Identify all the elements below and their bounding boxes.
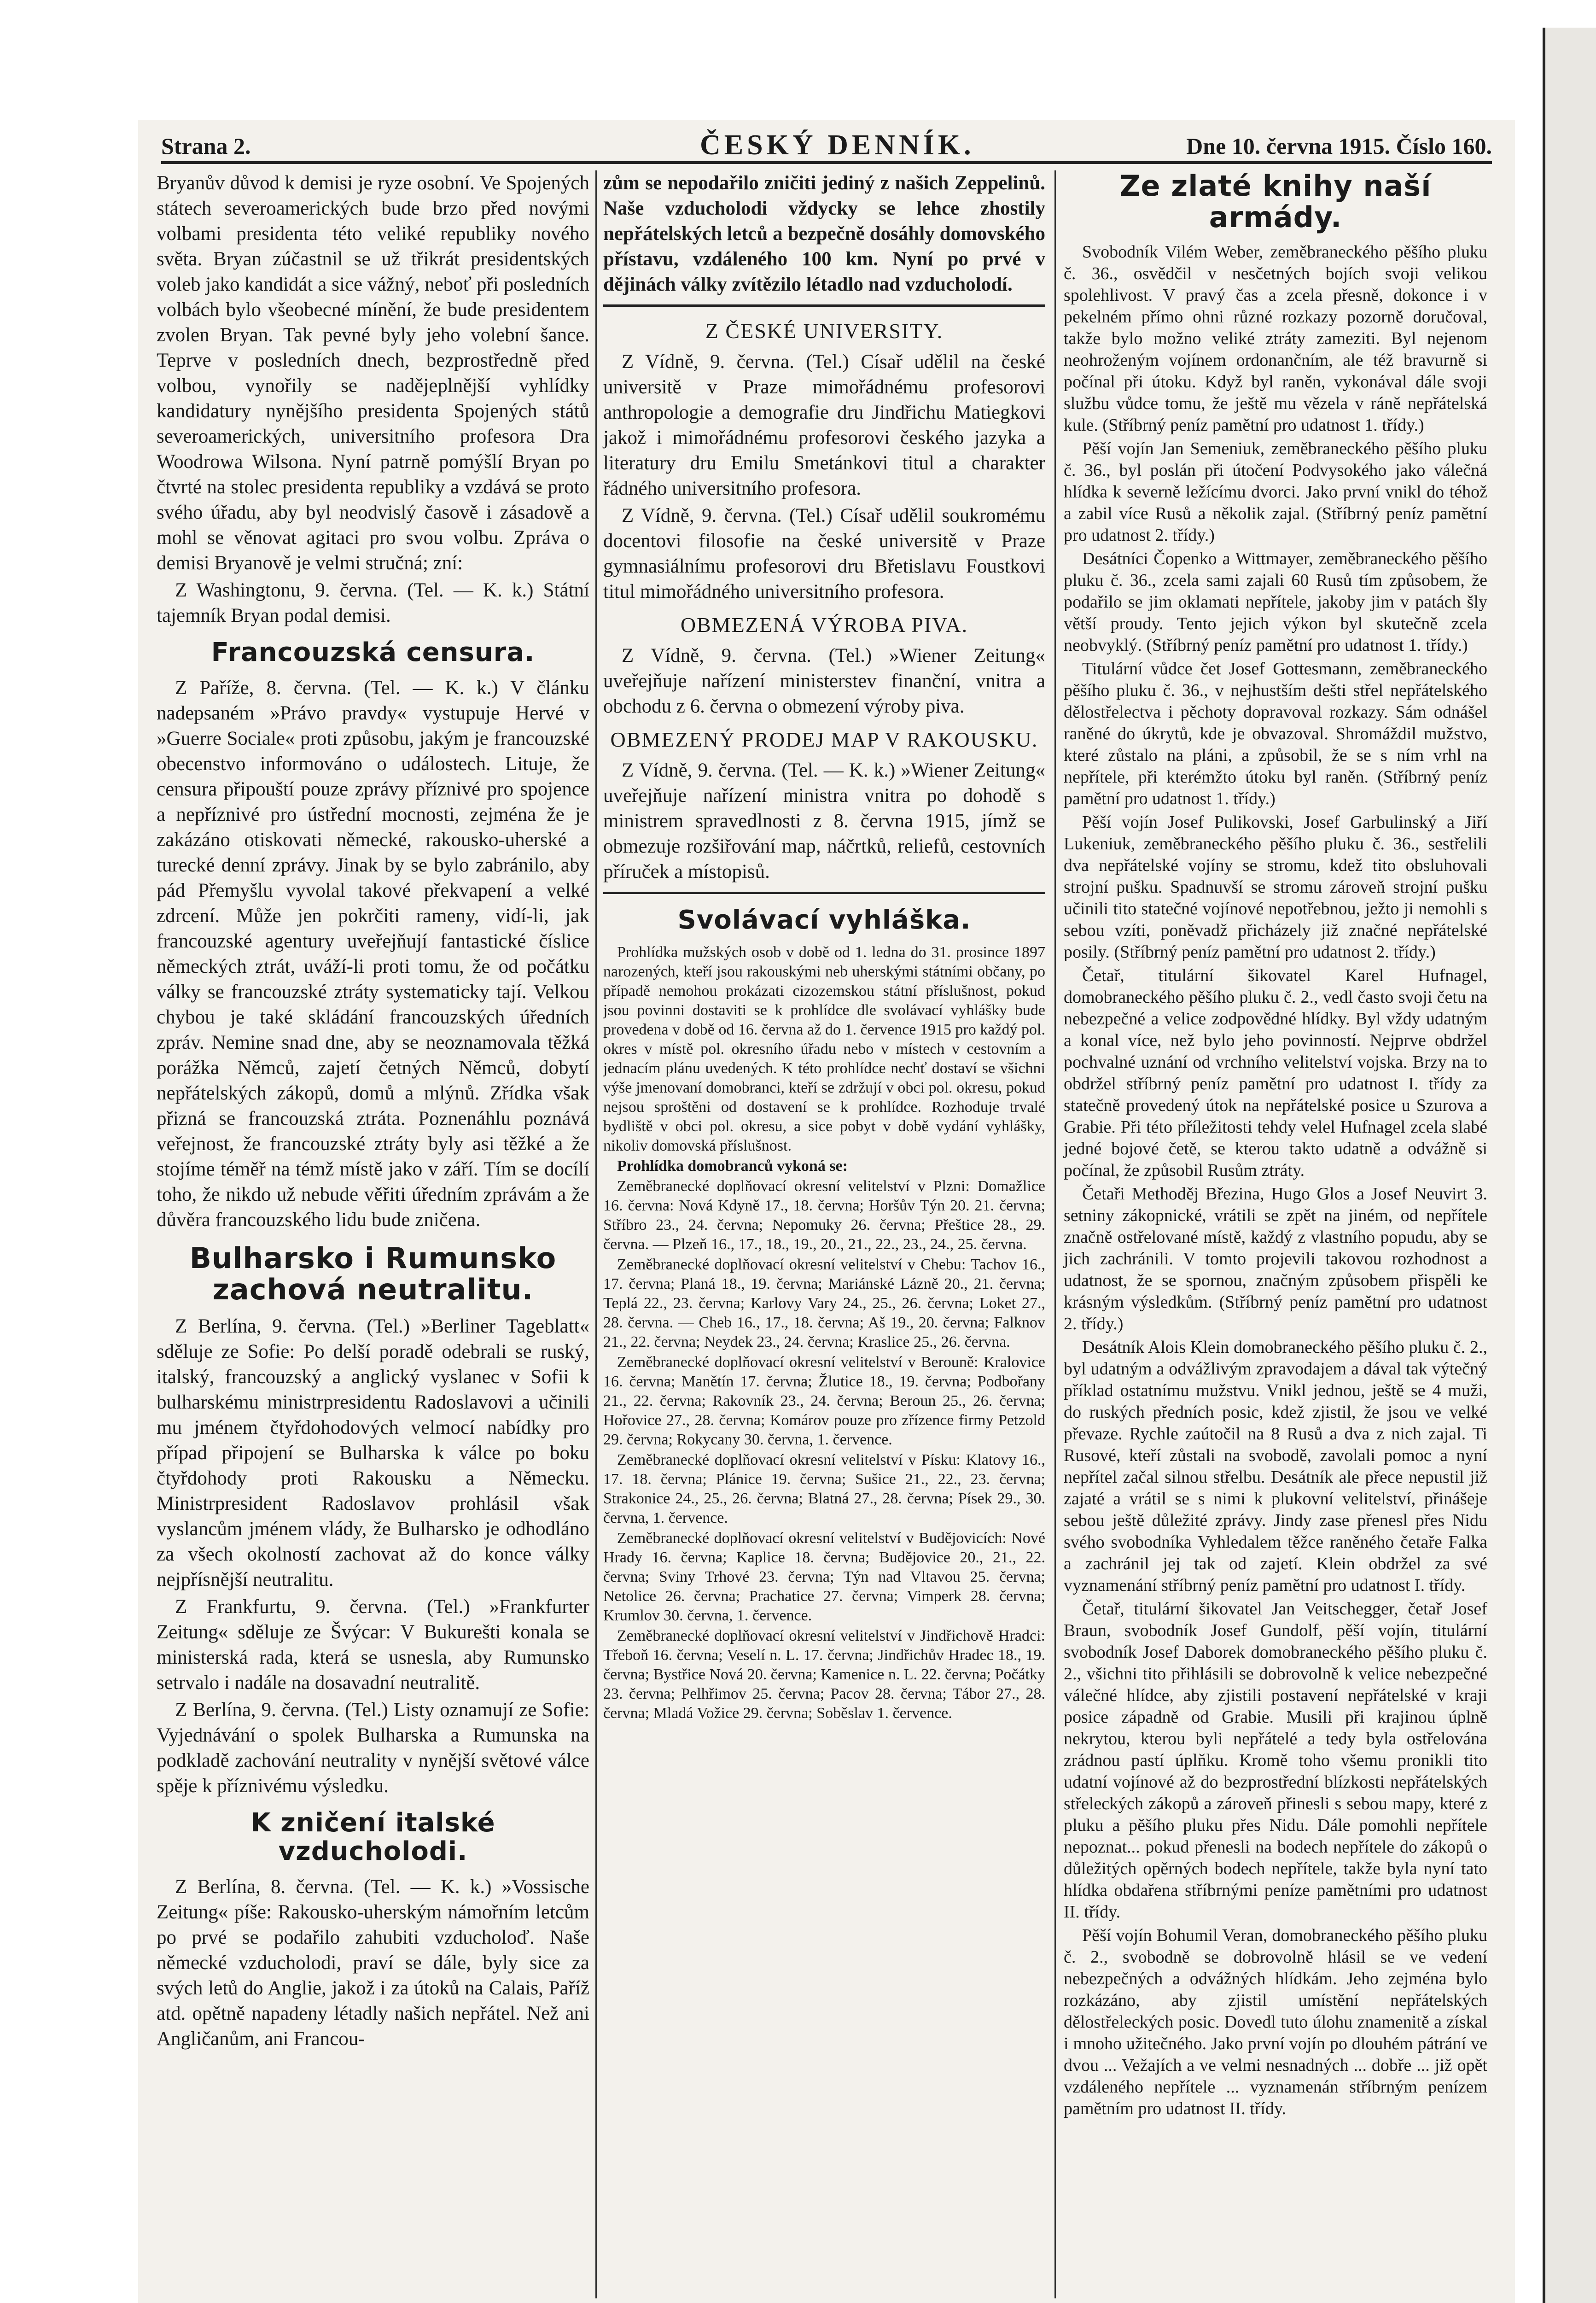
notice-paragraph: Zeměbranecké doplňovací okresní velitelství v Plzni: Domažlice 16. června: Nová Kdyně 17., 18. června; Horšův Týn 20. 21. června; Stříbro 23., 24. června; Nepomuky 26. června; Přeštice 28., 29. června. — Plzeň 16., 17., 18., 19., 20., 21., 22., 23., 24., 25. června. — [603, 1178, 1045, 1253]
article-paragraph: Titulární vůdce čet Josef Gottesmann, zeměbraneckého pěšího pluku č. 36., v nejhustším dešti střel nepřátelského dělostřelectva i pěchoty dopravoval rozkazy. Sám odnášel raněné do úkrytů, kde je obvazoval. Shromáždil mužstvo, které zůstalo na pláni, a způsobil, že se s ním vrhl na nepřítele, při kterémžto útoku byl raněn. (Stříbrný peníz pamětní pro udatnost 1. třídy.) — [1064, 659, 1487, 808]
article-paragraph: Pěší vojín Bohumil Veran, domobraneckého pěšího pluku č. 2., svobodně se dobrovolně hlásil se ve vedení nebezpečných a odvážných hlídkám. Jeho zejména bylo rozkázáno, aby zjistil umístění nepřátelských dělostřeleckých posic. Dovedl tuto úlohu znamenitě a získal i mnoho užitečného. Jako první vojín po dlouhém pátrání ve dvou ... Vežajích a ve velmi nesnadných ... dobře ... již opět vzdáleného nepřítele ... vyznamenán stříbrným penízem pamětním pro udatnost II. třídy. — [1064, 1926, 1487, 2118]
article-paragraph: Z Berlína, 8. června. (Tel. — K. k.) »Vossische Zeitung« píše: Rakousko-uherským námořním letcům po prvé se podařilo zahubiti vzducholoď. Naše německé vzducholodi, praví se dále, byly sice za svých letů do Anglie, jakož i za útoků na Calais, Paříž atd. opětně napadeny létadly našich nepřátel. Než ani Angličanům, ani Francou- — [157, 1876, 589, 2050]
column-rule-1 — [595, 170, 597, 2298]
masthead — [161, 129, 1492, 164]
notice-paragraph: Zeměbranecké doplňovací okresní velitelství v Budějovicích: Nové Hrady 16. června; Kaplice 18. června; Budějovice 20., 21., 22. června; Sviny Trhové 23. června; Týn nad Vltavou 25. června; Netolice 26. června; Prachatice 27. června; Vimperk 28. června; Krumlov 30. června, 1. července. — [603, 1530, 1045, 1624]
article-paragraph: Desátník Alois Klein domobraneckého pěšího pluku č. 2., byl udatným a odvážlivým zpravodajem a dával tak výtečný příklad ostatnímu mužstvu. Vnikl jednou, ještě se 4 muži, do ruských předních posic, kdež zjistil, že jsou ve velké převaze. Rychle zaútočil na 8 Rusů a dva z nich zajal. Ti Rusové, kteří zůstali na svobodě, zavolali pomoc a nyní nepřítel začal silnou střelbu. Desátník ale přece nepustil již zajaté a vrátil se s nimi k plukovní velitelství, přinášeje sebou ještě důležité zprávy. Jindy zase přenesl přes Nidu svého svobodníka Vyhledalem těžce raněného četaře Falka a zachránil jej tak od zajetí. Klein obdržel za své vyznamenání stříbrný peníz pamětní pro udatnost I. třídy. — [1064, 1338, 1487, 1595]
issue-date: Dne 10. června 1915. Číslo 160. — [1186, 133, 1492, 159]
section-divider — [603, 304, 1045, 307]
article-paragraph: Z Paříže, 8. června. (Tel. — K. k.) V článku nadepsaném »Právo pravdy« vystupuje Hervé v »Guerre Sociale« proti způsobu, jakým je francouzské obecenstvo informováno o událostech. Lituje, že censura připouští pouze zprávy příznivé pro spojence a nepříznivé pro ústřední mocnosti, zejména že je zakázáno otiskovati německé, rakousko-uherské a turecké denní zprávy. Jinak by se bylo zabránilo, aby pád Přemyšlu vyvolal takové překvapení a velké zdrcení. Může jen pokrčiti rameny, vidí-li, jak francouzské agentury uveřejňují fantastické číslice německých ztrát, uváží-li proti tomu, že od počátku války se francouzské ztráty systematicky tají. Velkou chybou je také skládání francouzských úředních zpráv. Nemine snad dne, aby se neoznamovala těžká porážka Němců, zajetí četných Němců, dobytí nepřátelských zákopů, domů a mlýnů. Zřídka však přizná se francouzská ztráta. Poznenáhlu poznává veřejnost, že francouzské ztráty byly asi těžké a že stojíme téměř na témž místě jako v září. Tím se docílí toho, že nikdo už nebude věřiti úředním zprávám a že důvěra francouzského lidu bude zničena. — [157, 677, 589, 1231]
article-paragraph: Pěší vojín Josef Pulikovski, Josef Garbulinský a Jiří Lukeniuk, zeměbraneckého pěšího pluku č. 36., sestřelili dva nepřátelské vojíny se stromu, kdež tito obsluhovali strojní pušku. Spadnuvší se stromu zároveň strojní pušku učinili tito statečné vojínové nepotřebnou, ježto ji nemohli s sebou vzíti, poněvadž přicházely již značné nepřátelské posily. (Stříbrný peníz pamětní pro udatnost 2. třídy.) — [1064, 812, 1487, 962]
article-paragraph: Z Frankfurtu, 9. června. (Tel.) »Frankfurter Zeitung« sděluje ze Švýcar: V Bukurešti konala se ministerská rada, která se usnesla, aby Rumunsko setrvalo i nadále na dosavadní neutralitě. — [157, 1596, 589, 1694]
notice-subheading: Prohlídka domobranců vykoná se: — [617, 1157, 848, 1175]
article-paragraph: Četař, titulární šikovatel Karel Hufnagel, domobraneckého pěšího pluku č. 2., vedl často svoji četu na nebezpečné a velice zodpovědné hlídky. Byl vždy udatným a konal více, než bylo jeho povinností. Nejprve obdržel pochvalné uznání od vrchního velitelství vojska. Brzy na to obdržel stříbrný peníz pamětní pro udatnost I. třídy za statečně provedený útok na nepřátelské posice u Szurova a Grabie. Při této příležitosti tehdy velel Hufnagel zcela slabé jedné bojové četě, se kterou takto udatně a odvážně si počínal, že způsobil Rusům ztráty. — [1064, 966, 1487, 1180]
column-1 — [157, 170, 589, 2053]
notice-paragraph: Zeměbranecké doplňovací okresní velitelství v Berouně: Kralovice 16. června; Manětín 17. června; Žlutice 18., 19. června; Podbořany 21., 22. června; Rakovník 23., 24. června; Beroun 25., 26. června; Hořovice 27., 28. června; Komárov pouze pro zřízence firmy Petzold 29. června; Rokycany 30. června, 1. července. — [603, 1354, 1045, 1448]
notice-paragraph: Zeměbranecké doplňovací okresní velitelství v Jindřichově Hradci: Třeboň 16. června; Veselí n. L. 17. června; Jindřichův Hradec 18., 19. června; Bystřice Nová 20. června; Kamenice n. L. 22. června; Počátky 23. června; Pelhřimov 25. června; Pacov 28. června; Tábor 27., 28. června; Mladá Vožice 29. června; Soběslav 1. července. — [603, 1627, 1045, 1722]
headline-zlata-kniha: Ze zlaté knihy naší armády. — [1119, 169, 1432, 234]
section-divider — [603, 892, 1045, 894]
headline-italska-vzducholod: K zničení italské vzducholodi. — [250, 1808, 495, 1866]
adjacent-page-edge — [1543, 28, 1596, 2303]
article-paragraph: Z Vídně, 9. června. (Tel.) Císař udělil na české universitě v Praze mimořádnému profesorovi anthropologie a demografie dru Jindřichu Matiegkovi jakož i mimořádnému profesorovi českého jazyka a literatury dru Emilu Smetánkovi titul a charakter řádného universitního profesora. — [603, 351, 1045, 499]
article-paragraph: Desátníci Čopenko a Wittmayer, zeměbraneckého pěšího pluku č. 36., zcela sami zajali 60 Rusů tím způsobem, že podařilo se jim oklamati nepřítele, jakoby jim v patách šly větší proudy. Tento jejich výkon byl skutečně zcela neobvyklý. (Stříbrný peníz pamětní pro udatnost 1. třídy.) — [1064, 549, 1487, 655]
article-paragraph: Z Vídně, 9. června. (Tel. — K. k.) »Wiener Zeitung« uveřejňuje nařízení ministra vnitra po dohodě s ministrem spravedlnosti z 8. června 1915, jímž se obmezuje rozšiřování map, náčrtků, reliefů, cestovních příruček a místopisů. — [603, 760, 1045, 883]
page-label: Strana 2. — [161, 133, 251, 159]
article-paragraph: Pěší vojín Jan Semeniuk, zeměbraneckého pěšího pluku č. 36., byl poslán při útočení Podvysokého jako válečná hlídka k severně ležícímu dvorci. Jako první vnikl do téhož a zabil více Rusů a několik zajal. (Stříbrný peníz pamětní pro udatnost 2. třídy.) — [1064, 439, 1487, 545]
article-paragraph: Z Berlína, 9. června. (Tel.) »Berliner Tageblatt« sděluje ze Sofie: Po delší poradě odebrali se ruský, italský, francouzský a anglický vyslanec v Sofii k bulharskému ministrpresidentu Radoslavovi a učinili mu jménem čtyřdohodových velmocí nabídky pro případ připojení se Bulharska k válce po boku čtyřdohody proti Rakousku a Německu. Ministrpresident Radoslavov prohlásil však vyslancům jménem vlády, že Bulharsko je odhodláno za všech okolností zachovat až do konce války nejpřísnější neutralitu. — [157, 1315, 589, 1590]
headline-ceska-universita: Z ČESKÉ UNIVERSITY. — [705, 319, 944, 343]
notice-body — [603, 943, 1045, 1723]
notice-paragraph: Zeměbranecké doplňovací okresní velitelství v Písku: Klatovy 16., 17. 18. června; Plánice 19. června; Sušice 21., 22., 23. června; Strakonice 24., 25., 26. června; Blatná 27., 28. června; Písek 29., 30. června, 1. července. — [603, 1451, 1045, 1526]
notice-paragraph: Zeměbranecké doplňovací okresní velitelství v Chebu: Tachov 16., 17. června; Planá 18., 19. června; Mariánské Lázně 20., 21. června; Teplá 22., 23. června; Karlovy Vary 24., 25., 26. června; Loket 27., 28. června. — Cheb 16., 17., 18. června; Aš 19., 20. června; Falknov 21., 22. června; Neydek 23., 24. června; Kraslice 25., 26. června. — [603, 1256, 1045, 1350]
article-paragraph: Četař, titulární šikovatel Jan Veitschegger, četař Josef Braun, svobodník Josef Gundolf, pěší vojín, titulární svobodník Josef Daborek domobraneckého pěšího pluku č. 2., všichni tito přihlásili se dobrovolně k velice nebezpečné válečné hlídce, aby zjistili postavení nepřátelské v kraji posice západně od Grabie. Musili při krajinou úplně nekrytou, kterou byli nepřátelé a tedy byla ostřelována zrádnou pastí úplňku. Kromě toho všemu pronikli tito udatní vojínové až do bezprostřední blízkosti nepřátelských střeleckých zákopů a zároveň přinesli s sebou mapy, které z pluku a pěšího pluku přes Nidu. Dále pomohli nepřítele nepoznat... pokud přenesli na bodech nepřítele do zákopů o důležitých opěrných bodech nepřítele, takže byla nyní tato hlídka obdařena stříbrnými peníze pamětními pro udatnost II. třídy. — [1064, 1599, 1487, 1922]
headline-francouzska-censura: Francouzská censura. — [211, 637, 535, 667]
article-paragraph: Svobodník Vilém Weber, zeměbraneckého pěšího pluku č. 36., osvědčil v nesčetných bojích svoji velikou spolehlivost. V pravý čas a zcela přesně, dokonce i v pekelném přímo ohni různé rozkazy pozorně doručoval, takže bylo možno veliké ztráty zameziti. Byl nejenom neohroženým vojínem ordonančním, ale též bravurně si počínal při útoku. Když byl raněn, vykonával dále svoji službu vůdce tomu, že ještě mu vězela v ráně nepřátelská kule. (Stříbrný peníz pamětní pro udatnost 1. třídy.) — [1064, 242, 1487, 435]
newspaper-page — [138, 120, 1515, 2303]
headline-obmezena-vyroba-piva: OBMEZENÁ VÝROBA PIVA. — [680, 613, 968, 637]
headline-bulharsko-rumunsko: Bulharsko i Rumunsko zachová neutralitu. — [189, 1241, 557, 1306]
headline-svolavaci-vyhlaska: Svolávací vyhláška. — [677, 905, 971, 935]
article-paragraph: Z Berlína, 9. června. (Tel.) Listy oznamují ze Sofie: Vyjednávání o spolek Bulharska a Rumunska na podkladě zachování neutrality v nynější světové válce spěje k příznivému výsledku. — [157, 1699, 589, 1797]
article-paragraph: Četaři Methoděj Březina, Hugo Glos a Josef Neuvirt 3. setniny zákopnické, vrátili se zpět na jiném, od nepřítele značně ostřelované místě, každý z vlastního popudu, aby se jich zachránili. V tomto projevili takovou rozhodnost a udatnost, že se spornou, značným způsobem přispěli ke krásným výsledkům. (Stříbrný peníz pamětní pro udatnost 2. třídy.) — [1064, 1184, 1487, 1333]
column-rule-2 — [1054, 170, 1056, 2298]
headline-obmezeny-prodej-map: OBMEZENÝ PRODEJ MAP V RAKOUSKU. — [610, 728, 1038, 751]
article-paragraph: Z Vídně, 9. června. (Tel.) »Wiener Zeitung« uveřejňuje nařízení ministerstev finanční, vnitra a obchodu z 6. června o obmezení výroby piva. — [603, 645, 1045, 717]
column-3 — [1064, 170, 1487, 2122]
article-paragraph: Z Vídně, 9. června. (Tel.) Císař udělil soukromému docentovi filosofie na české universitě v Praze gymnasiálnímu profesorovi dru Břetislavu Foustkovi titul mimořádného universitního profesora. — [603, 505, 1045, 602]
column-2 — [603, 170, 1045, 1724]
article-paragraph: Bryanův důvod k demisi je ryze osobní. Ve Spojených státech severoamerických bude brzo před novými volbami presidenta této veliké republiky nového světa. Bryan zúčastnil se už třikrát presidentských voleb jako kandidát a sice vážný, neboť při posledních volbách bylo všeobecné mínění, že bude presidentem zvolen Bryan. Tak pevné byly jeho volební šance. Teprve v posledních dnech, bezprostředně před volbou, vynořily se nadějeplnější vyhlídky kandidatury nynějšího presidenta Spojených států severoamerických, universitního profesora Dra Woodrowa Wilsona. Nyní patrně pomýšlí Bryan po čtvrté na stolec presidenta republiky a vzdává se proto svého úřadu, aby byl neodvislý časově i zásadově a mohl se věnovat agitaci pro svou volbu. Zpráva o demisi Bryanově je velmi stručná; zní: — [157, 172, 589, 574]
newspaper-title: ČESKÝ DENNÍK. — [700, 129, 975, 161]
notice-paragraph: Prohlídka mužských osob v době od 1. ledna do 31. prosince 1897 narozených, kteří jsou rakouskými neb uherskými státními občany, po případě nemohou prokázati cizozemskou státní příslušnost, pokud jsou povinni dostaviti se k prohlídce dle svolávací vyhlášky bude provedena v době od 16. června až do 1. července 1915 pro každý pol. okres v místě pol. okresního úřadu nebo v místech v cestovním a jednacím plánu uvedených. K této prohlídce nechť dostaví se všichni výše jmenovaní domobranci, kteří se zdržují v obci pol. okresu, pokud nejsou sproštěni od dostavení se k prohlídce. Rozhoduje trvalé bydliště v obci pol. okresu, a sice pobyt v době vydání vyhlášky, nikoliv domovská příslušnost. — [603, 944, 1045, 1154]
article-paragraph: Z Washingtonu, 9. června. (Tel. — K. k.) Státní tajemník Bryan podal demisi. — [157, 579, 589, 626]
article-paragraph: zům se nepodařilo zničiti jediný z našich Zeppelinů. Naše vzducholodi vždycky se lehce zhostily nepřátelských letců a bezpečně dosáhly domovského přístavu, vzdáleného 100 km. Nyní po prvé v dějinách války zvítězilo létadlo nad vzducholodí. — [603, 172, 1045, 295]
